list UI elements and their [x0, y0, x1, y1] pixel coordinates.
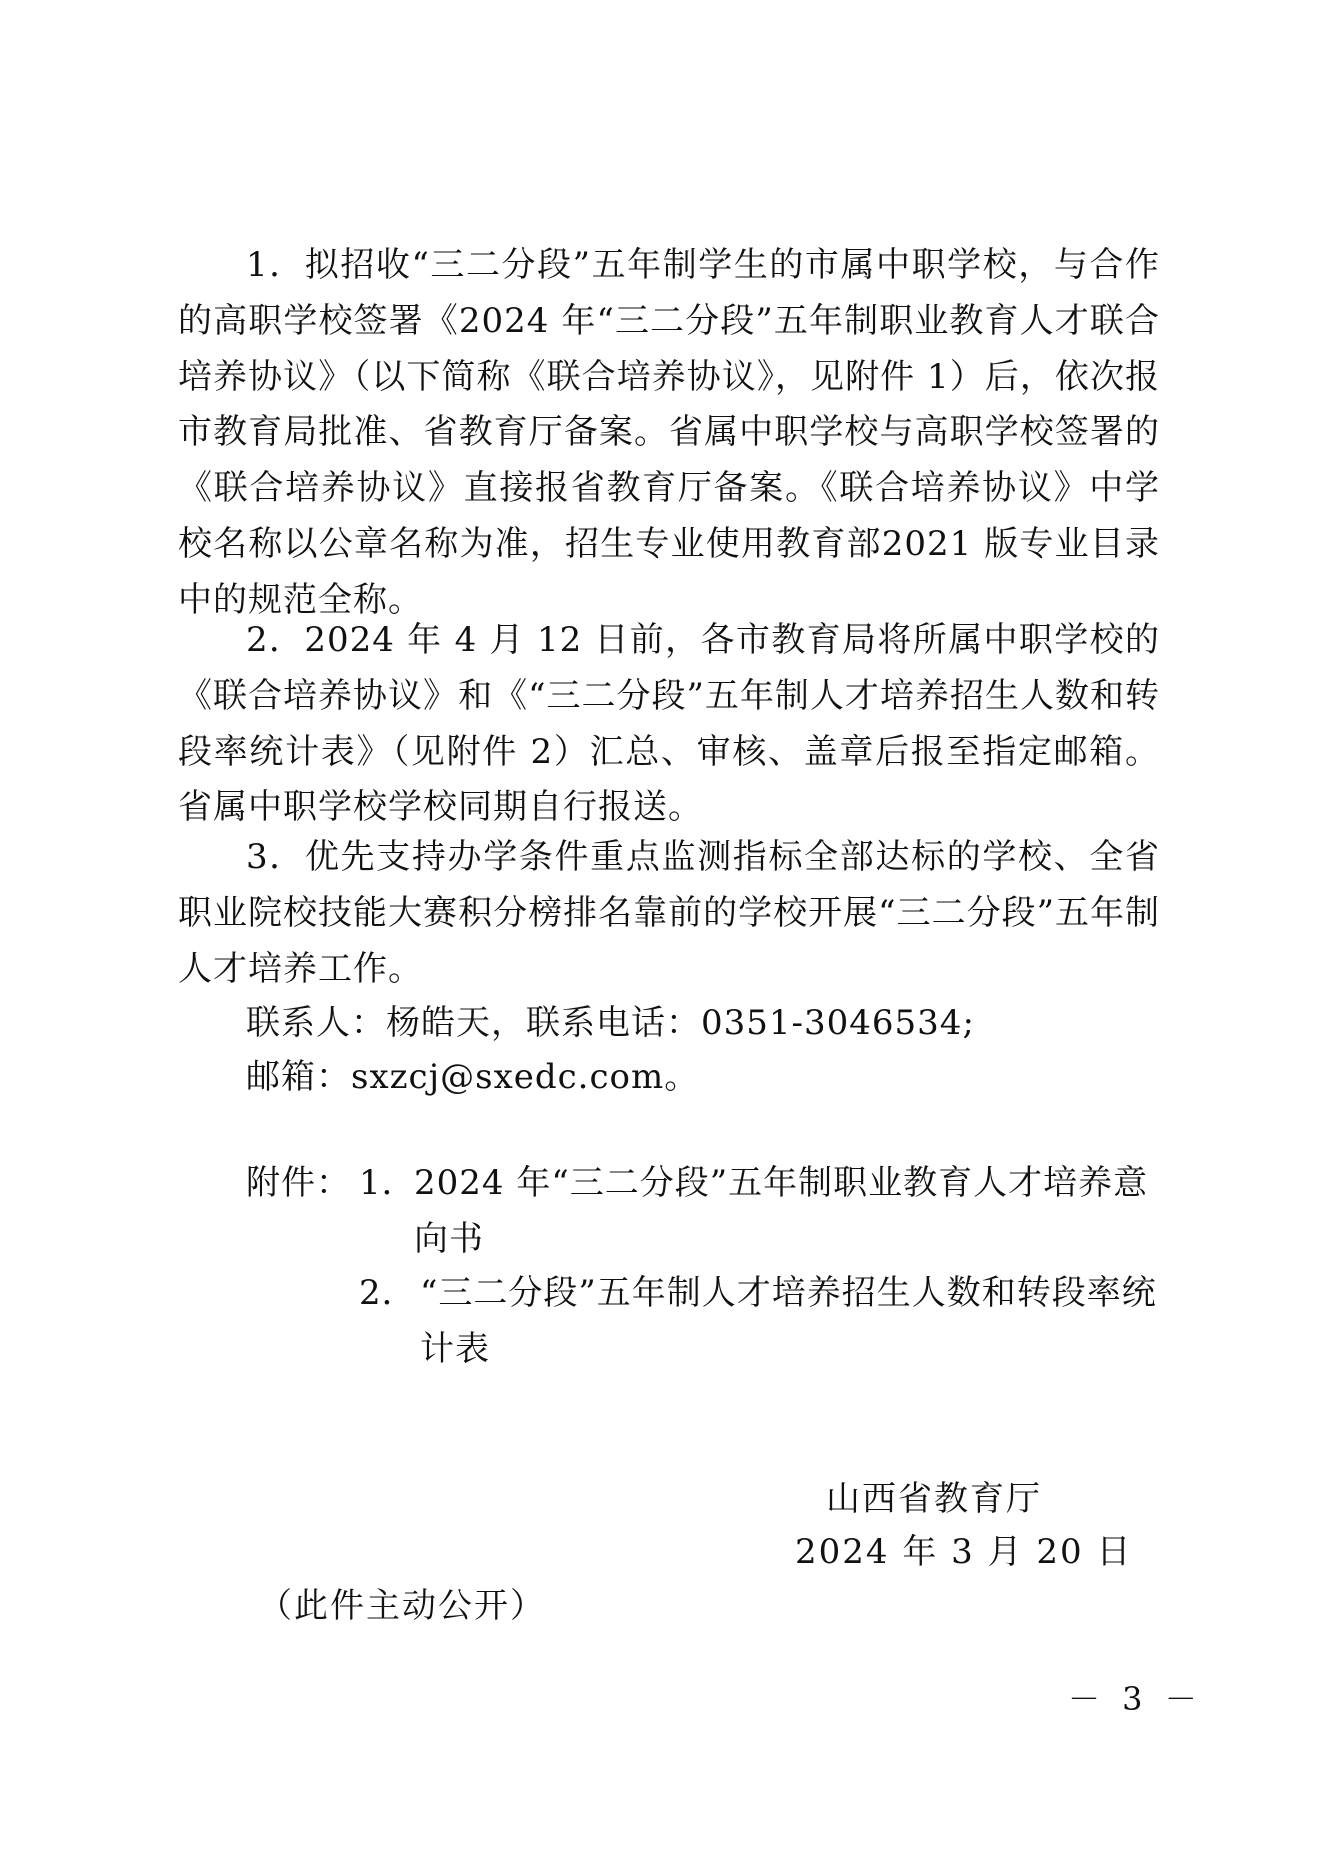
- issue-date: 2024 年 3 月 20 日: [795, 1532, 1133, 1572]
- page-number: － 3 －: [1068, 1680, 1203, 1718]
- disclosure-note: （此件主动公开）: [258, 1586, 546, 1626]
- paragraph-2: 2．2024 年 4 月 12 日前，各市教育局将所属中职学校的《联合培养协议》和《“三二分段”五年制人才培养招生人数和转段率统计表》（见附件 2）汇总、审核、盖章后报至指定邮箱。省属中职学校学校同期自行报送。: [178, 620, 1160, 828]
- paragraph-3: 3．优先支持办学条件重点监测指标全部达标的学校、全省职业院校技能大赛积分榜排名靠前的学校开展“三二分段”五年制人才培养工作。: [178, 837, 1160, 989]
- attachments-label: 附件：: [246, 1163, 351, 1203]
- attachment-title: 2024 年“三二分段”五年制职业教育人才培养意向书: [414, 1163, 1149, 1259]
- attachment-number: 1．: [359, 1163, 417, 1203]
- issuing-organization: 山西省教育厅: [826, 1479, 1042, 1519]
- paragraph-1: 1．拟招收“三二分段”五年制学生的市属中职学校，与合作的高职学校签署《2024 年“三二分段”五年制职业教育人才联合培养协议》（以下简称《联合培养协议》，见附件 1）后，依次报市教育局批准、省教育厅备案。省属中职学校与高职学校签署的《联合培养协议》直接报省教育厅备案。《联合培养协议》中学校名称以公章名称为准，招生专业使用教育部2021 版专业目录中的规范全称。: [178, 245, 1160, 620]
- attachment-number: 2．: [359, 1273, 417, 1313]
- attachment-title: “三二分段”五年制人才培养招生人数和转段率统计表: [420, 1273, 1157, 1369]
- contact-email-line: 邮箱：sxzcj@sxedc.com。: [246, 1057, 700, 1097]
- contact-person-line: 联系人：杨皓天，联系电话：0351-3046534;: [246, 1003, 975, 1043]
